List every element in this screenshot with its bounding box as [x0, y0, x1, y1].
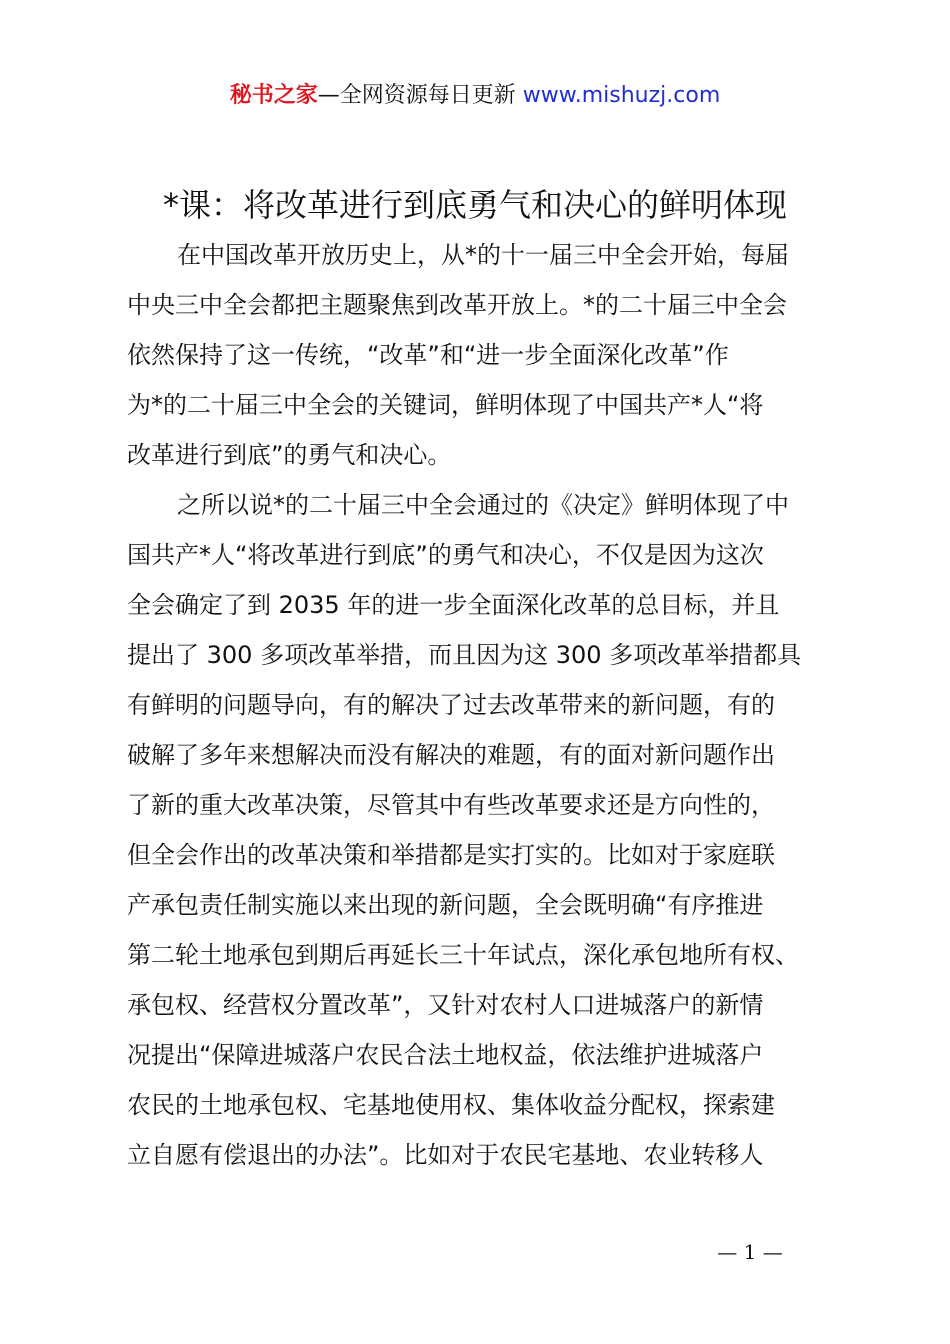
paragraph-2-line: 承包权、经营权分置改革”，又针对农村人口进城落户的新情	[127, 991, 764, 1019]
paragraph-2-line: 了新的重大改革决策，尽管其中有些改革要求还是方向性的，	[127, 791, 775, 819]
paragraph-2-line: 破解了多年来想解决而没有解决的难题，有的面对新问题作出	[127, 741, 775, 769]
page-number: — 1 —	[717, 1240, 783, 1264]
paragraph-2-line: 全会确定了到 2035 年的进一步全面深化改革的总目标，并且	[127, 591, 780, 619]
site-url-link[interactable]: www.mishuzj.com	[522, 83, 721, 108]
document-body	[127, 230, 837, 1180]
paragraph-2-line: 提出了 300 多项改革举措，而且因为这 300 多项改革举措都具	[127, 641, 802, 669]
paragraph-1-line: 改革进行到底”的勇气和决心。	[127, 441, 452, 469]
paragraph-2-line: 有鲜明的问题导向，有的解决了过去改革带来的新问题，有的	[127, 691, 775, 719]
paragraph-2-line: 但全会作出的改革决策和举措都是实打实的。比如对于家庭联	[127, 841, 775, 869]
site-header	[0, 80, 950, 112]
paragraph-2-line: 第二轮土地承包到期后再延长三十年试点，深化承包地所有权、	[127, 941, 799, 969]
paragraph-2-line: 产承包责任制实施以来出现的新问题，全会既明确“有序推进	[127, 891, 764, 919]
site-brand: 秘书之家	[229, 83, 318, 108]
paragraph-2-line: 况提出“保障进城落户农民合法土地权益，依法维护进城落户	[127, 1041, 764, 1069]
paragraph-1-line: 在中国改革开放历史上，从*的十一届三中全会开始，每届	[177, 241, 789, 269]
paragraph-1-line: 中央三中全会都把主题聚焦到改革开放上。*的二十届三中全会	[127, 291, 787, 319]
paragraph-2-line: 之所以说*的二十届三中全会通过的《决定》鲜明体现了中	[177, 491, 789, 519]
paragraph-2-line: 立自愿有偿退出的办法”。比如对于农民宅基地、农业转移人	[127, 1141, 764, 1169]
document-title: *课：将改革进行到底勇气和决心的鲜明体现	[162, 186, 787, 224]
paragraph-1-line: 为*的二十届三中全会的关键词，鲜明体现了中国共产*人“将	[127, 391, 764, 419]
paragraph-2-line: 国共产*人“将改革进行到底”的勇气和决心，不仅是因为这次	[127, 541, 764, 569]
paragraph-1-line: 依然保持了这一传统，“改革”和“进一步全面深化改革”作	[127, 341, 729, 369]
site-tagline: —全网资源每日更新	[317, 83, 516, 108]
paragraph-2-line: 农民的土地承包权、宅基地使用权、集体收益分配权，探索建	[127, 1091, 775, 1119]
